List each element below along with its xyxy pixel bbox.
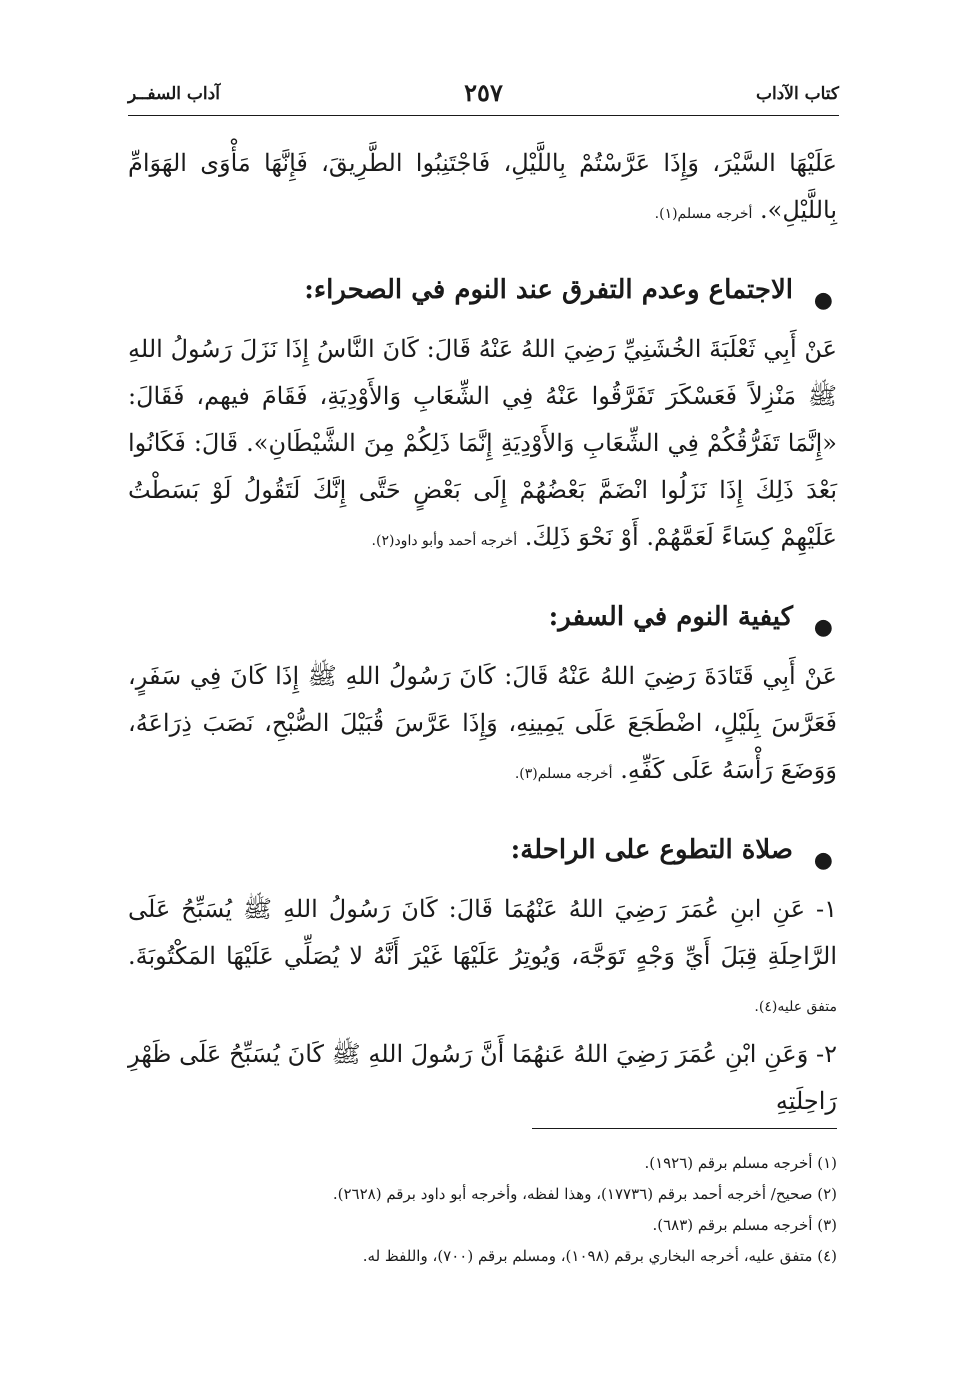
page-number: ٢٥٧ <box>464 78 503 107</box>
running-header <box>128 78 839 114</box>
bullet-icon: ● <box>813 847 833 873</box>
hadith-text: ١- عَنِ ابنِ عُمَرَ رَضِيَ اللهُ عَنْهُمَا قَالَ: كَانَ رَسُولُ اللهِ ﷺ يُسَبِّحُ عَلَى الرَّاحِلَةِ قِبَلَ أَيِّ وَجْهٍ تَوَجَّهَ، وَيُوتِرُ عَلَيْهَا غَيْرَ أَنَّهُ لا يُصَلِّي عَلَيْهَا المَكْتُوبَةَ. <box>128 895 837 970</box>
heading-text: صلاة التطوع على الراحلة: <box>510 835 793 865</box>
paragraph <box>128 886 837 1031</box>
paragraph <box>128 653 837 798</box>
heading-text: الاجتماع وعدم التفرق عند النوم في الصحراء: <box>304 275 793 305</box>
footnote: (١) أخرجه مسلم برقم (١٩٢٦). <box>644 1154 837 1172</box>
source-note: متفق عليه(٤). <box>754 999 837 1015</box>
bullet-icon: ● <box>813 614 833 640</box>
section-heading <box>128 597 837 640</box>
paragraph <box>128 140 837 238</box>
section-heading <box>128 830 837 873</box>
bullet-icon: ● <box>813 287 833 313</box>
paragraph <box>128 1031 837 1125</box>
footnote-rule <box>532 1128 837 1129</box>
main-text <box>128 140 837 1125</box>
hadith-text: عَنْ أَبِي قَتَادَةَ رَضِيَ اللهُ عَنْهُ قَالَ: كَانَ رَسُولُ اللهِ ﷺ إِذَا كَانَ فِي سَفَرٍ، فَعَرَّسَ بِلَيْلٍ، اضْطَجَعَ عَلَى يَمِينِهِ، وَإِذَا عَرَّسَ قُبَيْلَ الصُّبْحِ، نَصَبَ ذِرَاعَهُ، وَوَضَعَ رَأْسَهُ عَلَى كَفِّهِ. <box>128 662 837 784</box>
source-note: أخرجه مسلم(٣). <box>514 766 613 782</box>
source-note: أخرجه أحمد وأبو داود(٢). <box>371 533 518 549</box>
hadith-text: عَنْ أَبِي ثَعْلَبَةَ الخُشَنِيِّ رَضِيَ اللهُ عَنْهُ قَالَ: كَانَ النَّاسُ إِذَا نَزَلَ رَسُولُ اللهِ ﷺ مَنْزِلاً فَعَسْكَرَ تَفَرَّقُوا عَنْهُ فِي الشِّعَابِ وَالأَوْدِيَةِ، فَقَامَ فيهم، فَقَالَ: «إِنَّمَا تَفَرُّقُكُمْ فِي الشِّعَابِ وَالأَوْدِيَةِ إِنَّمَا ذَلِكُمْ مِنَ الشَّيْطَانِ». قَالَ: فَكَانُوا بَعْدَ ذَلِكَ إِذَا نَزَلُوا انْضَمَّ بَعْضُهُمْ إِلَى بَعْضٍ حَتَّى إِنَّكَ لَتَقُولُ لَوْ بَسَطْتُ عَلَيْهِمْ كِسَاءً لَعَمَّهُمْ. أَوْ نَحْوَ ذَلِكَ. <box>128 335 837 551</box>
footnotes <box>128 1148 837 1272</box>
chapter-title: آداب السفــر <box>128 84 220 104</box>
paragraph <box>128 326 837 565</box>
footnote: (٣) أخرجه مسلم برقم (٦٨٣). <box>652 1216 837 1234</box>
hadith-text: عَلَيْهَا السَّيْرَ، وَإِذَا عَرَّسْتُمْ بِاللَّيْلِ، فَاجْتَنِبُوا الطَّرِيقَ، فَإِنَّهَا مَأْوَى الهَوَامِّ بِاللَّيْلِ». <box>128 149 837 224</box>
book-title: كتاب الآداب <box>755 84 839 104</box>
footnote: (٢) صحيح/ أخرجه أحمد برقم (١٧٧٣٦)، وهذا لفظه، وأخرجه أبو داود برقم (٢٦٢٨). <box>332 1185 837 1203</box>
heading-text: كيفية النوم في السفر: <box>548 602 793 632</box>
footnote: (٤) متفق عليه، أخرجه البخاري برقم (١٠٩٨)، ومسلم برقم (٧٠٠)، واللفظ له. <box>362 1247 837 1265</box>
source-note: أخرجه مسلم(١). <box>654 206 753 222</box>
header-rule <box>128 115 839 116</box>
section-heading <box>128 270 837 313</box>
hadith-text: ٢- وَعَنِ ابْنِ عُمَرَ رَضِيَ اللهُ عَنهُمَا أَنَّ رَسُولَ اللهِ ﷺ كَانَ يُسَبِّحُ عَلَى ظَهْرِ رَاحِلَتِهِ <box>128 1040 837 1115</box>
